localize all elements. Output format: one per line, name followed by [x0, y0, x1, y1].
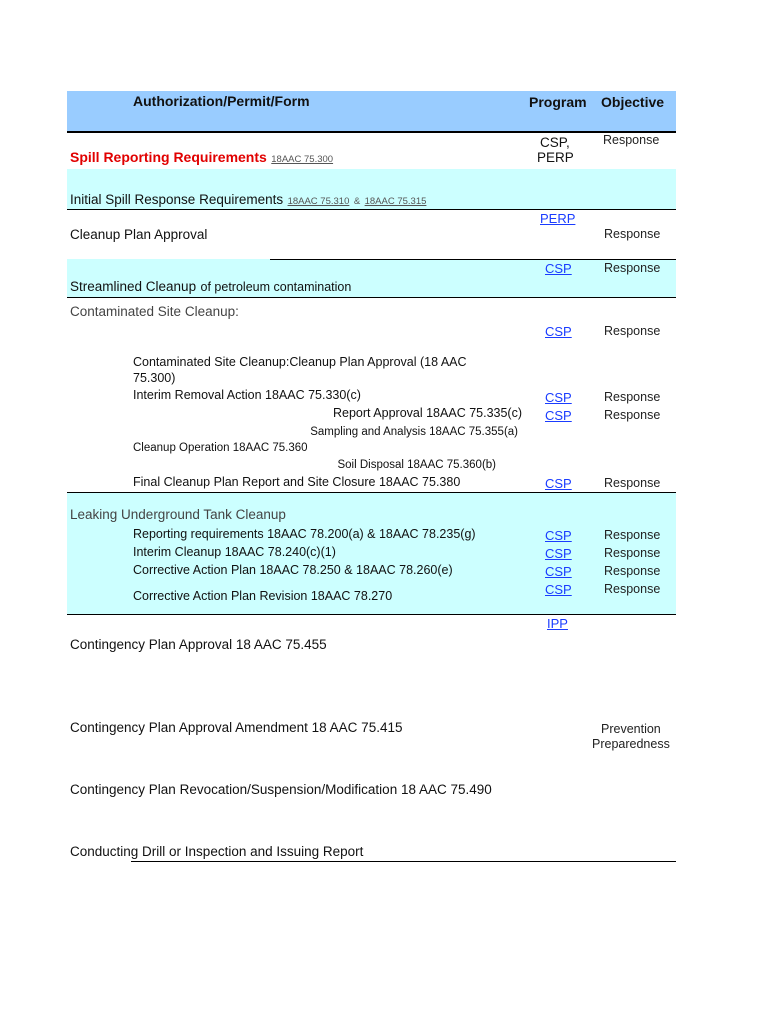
spill-program-2: PERP — [537, 150, 574, 165]
initial-reg1-link[interactable]: 18AAC 75.310 — [287, 196, 350, 207]
contingency-program-link[interactable]: IPP — [547, 616, 568, 631]
contaminated-title: Contaminated Site Cleanup: — [70, 304, 239, 319]
spill-title: Spill Reporting Requirements — [70, 149, 267, 165]
contingency-objective-prevention: Prevention — [601, 722, 661, 736]
contaminated-sub6: Soil Disposal 18AAC 75.360(b) — [337, 459, 496, 471]
contaminated-sub7-program-link[interactable]: CSP — [545, 476, 572, 491]
spill-reg-link[interactable]: 18AAC 75.300 — [271, 154, 334, 165]
spill-objective: Response — [603, 133, 660, 147]
initial-amp: & — [353, 196, 361, 207]
streamlined-program-link[interactable]: CSP — [545, 261, 572, 276]
cleanup-title: Cleanup Plan Approval — [70, 227, 208, 242]
contingency-amendment: Contingency Plan Approval Amendment 18 AAC 75.415 — [70, 720, 403, 735]
contaminated-program-link[interactable]: CSP — [545, 324, 572, 339]
contingency-drill: Conducting Drill or Inspection and Issuing Report — [70, 844, 364, 859]
contaminated-sub4: Sampling and Analysis 18AAC 75.355(a) — [310, 426, 518, 438]
contaminated-sub3-program-link[interactable]: CSP — [545, 408, 572, 423]
streamlined-top-rule — [270, 259, 676, 260]
header-item: Authorization/Permit/Form — [133, 93, 310, 109]
contaminated-sub1-cont: 75.300) — [133, 371, 176, 385]
contaminated-sub5: Cleanup Operation 18AAC 75.360 — [133, 442, 308, 454]
contaminated-objective: Response — [604, 324, 661, 338]
lust-sub1: Reporting requirements 18AAC 78.200(a) & 18AAC 78.235(g) — [133, 527, 476, 541]
lust-sub2-objective: Response — [604, 546, 661, 560]
lust-sub4-objective: Response — [604, 582, 661, 596]
contaminated-sub3: Report Approval 18AAC 75.335(c) — [333, 406, 522, 420]
cleanup-objective: Response — [604, 227, 661, 241]
lust-sub4-program-link[interactable]: CSP — [545, 582, 572, 597]
streamlined-title: Streamlined Cleanup — [70, 279, 197, 294]
lust-sub3-objective: Response — [604, 564, 661, 578]
lust-sub2: Interim Cleanup 18AAC 78.240(c)(1) — [133, 545, 336, 559]
lust-sub3: Corrective Action Plan 18AAC 78.250 & 18AAC 78.260(e) — [133, 563, 453, 577]
spill-program: CSP, — [540, 135, 570, 150]
contaminated-sub7-objective: Response — [604, 476, 661, 490]
lust-sub2-program-link[interactable]: CSP — [545, 546, 572, 561]
contaminated-sub2: Interim Removal Action 18AAC 75.330(c) — [133, 388, 361, 402]
initial-row — [70, 191, 426, 209]
streamlined-row — [70, 278, 351, 296]
contaminated-sub3-objective: Response — [604, 408, 661, 422]
streamlined-objective: Response — [604, 261, 661, 275]
contingency-objective-preparedness: Preparedness — [592, 737, 670, 751]
contingency-revocation: Contingency Plan Revocation/Suspension/Modification 18 AAC 75.490 — [70, 782, 492, 797]
header-program: Program — [529, 94, 587, 110]
cleanup-program-link[interactable]: PERP — [540, 211, 576, 226]
header-objective: Objective — [601, 94, 665, 110]
lust-sub4: Corrective Action Plan Revision 18AAC 78.270 — [133, 589, 393, 603]
initial-reg2-link[interactable]: 18AAC 75.315 — [364, 196, 427, 207]
lust-sub3-program-link[interactable]: CSP — [545, 564, 572, 579]
spill-reporting-row — [70, 149, 333, 167]
lust-sub1-program-link[interactable]: CSP — [545, 528, 572, 543]
lust-sub1-objective: Response — [604, 528, 661, 542]
initial-title: Initial Spill Response Requirements — [70, 192, 284, 207]
lust-title: Leaking Underground Tank Cleanup — [70, 507, 286, 522]
contaminated-sub2-objective: Response — [604, 390, 661, 404]
contaminated-sub1: Contaminated Site Cleanup:Cleanup Plan Approval (18 AAC — [133, 355, 467, 369]
contaminated-sub2-program-link[interactable]: CSP — [545, 390, 572, 405]
streamlined-suffix: of petroleum contamination — [200, 280, 352, 294]
contingency-approval: Contingency Plan Approval 18 AAC 75.455 — [70, 637, 327, 652]
contaminated-sub7: Final Cleanup Plan Report and Site Closure 18AAC 75.380 — [133, 475, 461, 489]
bottom-rule — [131, 861, 676, 862]
